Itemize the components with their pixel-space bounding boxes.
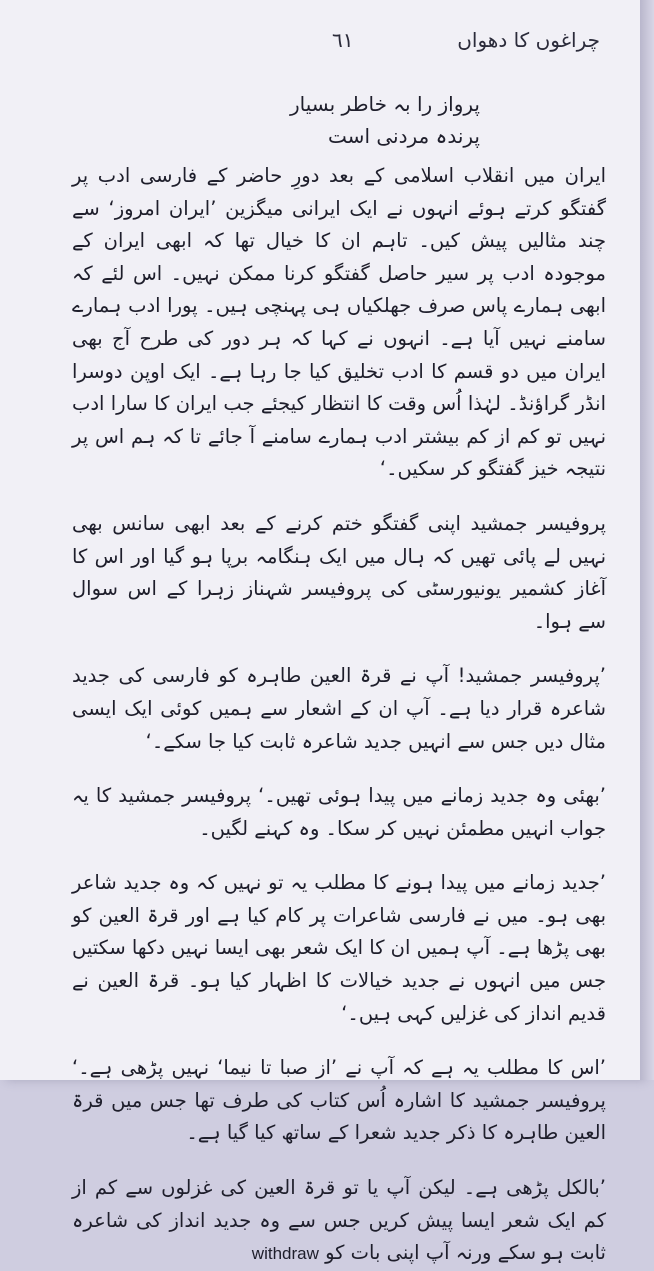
paragraph: ’جدید زمانے میں پیدا ہونے کا مطلب یہ تو نہیں کہ وہ جدید شاعر بھی ہو۔ میں نے فارسی شاعرات پر کام کیا ہے اور قرۃ العین کو بھی پڑھا ہے۔ آپ ہمیں ان کا ایک شعر بھی ایسا نہیں دکھا سکتیں جس میں انہوں نے جدید خیالات کا اظہار کیا ہو۔ قرۃ العین نے قدیم انداز کی غزلیں کہی ہیں۔‘ [72,871,606,1025]
verse-line-2: پرندہ مردنی است [328,124,480,148]
paragraph-last [72,1172,606,1271]
paragraph-text: ’بالکل پڑھی ہے۔ لیکن آپ یا تو قرۃ العین کی غزلوں سے کم از کم ایک شعر ایسا پیش کریں جس سے وہ جدید انداز کی شاعرہ ثابت ہو سکے ورنہ آپ اپنی بات کو [72,1176,606,1265]
paragraph: ایران میں انقلاب اسلامی کے بعد دورِ حاضر کے فارسی ادب پر گفتگو کرتے ہوئے انہوں نے ایک ایرانی میگزین ’ایران امروز‘ سے چند مثالیں پیش کیں۔ تاہم ان کا خیال تھا کہ ابھی ایران کے موجودہ ادب پر سیر حاصل گفتگو کرنا ممکن نہیں۔ اس لئے کہ ابھی ہمارے پاس صرف جھلکیاں ہی پہنچی ہیں۔ پورا ادب ہمارے سامنے نہیں آیا ہے۔ انہوں نے کہا کہ ہر دور کی طرح آج بھی ایران میں دو قسم کا ادب تخلیق کیا جا رہا ہے۔ ایک اوپن دوسرا انڈر گراؤنڈ۔ لہٰذا اُس وقت کا انتظار کیجئے جب ایران کا سارا ادب نہیں تو کم از کم بیشتر ادب ہمارے سامنے آ جائے تا کہ ہم اس پر نتیجہ خیز گفتگو کر سکیں۔‘ [72,164,606,481]
book-title: چراغوں کا دھواں [457,28,600,52]
page-edge [640,0,654,1080]
paragraph: پروفیسر جمشید اپنی گفتگو ختم کرنے کے بعد ابھی سانس بھی نہیں لے پائی تھیں کہ ہال میں ایک ہنگامہ برپا ہو گیا اور اس کا آغاز کشمیر یونیورسٹی کی پروفیسر شہناز زہرا کے اس سوال سے ہوا۔ [72,511,606,633]
paragraph: ’بھئی وہ جدید زمانے میں پیدا ہوئی تھیں۔‘ پروفیسر جمشید کا یہ جواب انہیں مطمئن نہیں کر سکا۔ وہ کہنے لگیں۔ [72,784,606,840]
page-header [40,28,600,68]
paragraph: ’اس کا مطلب یہ ہے کہ آپ نے ’از صبا تا نیما‘ نہیں پڑھی ہے۔‘ پروفیسر جمشید کا اشارہ اُس کتاب کی طرف تھا جس میں قرۃ العین طاہرہ کا ذکر جدید شعرا کے ساتھ کیا گیا ہے۔ [72,1056,606,1145]
page-number: ٦١ [332,28,354,52]
latin-word: withdraw [251,1244,319,1264]
paragraph: ’پروفیسر جمشید! آپ نے قرۃ العین طاہرہ کو فارسی کی جدید شاعرہ قرار دیا ہے۔ آپ ان کے اشعار سے ہمیں کوئی ایک ایسی مثال دیں جس سے انہیں جدید شاعرہ ثابت کیا جا سکے۔‘ [72,664,606,753]
verse-line-1: پرواز را بہ خاطر بسیار [289,92,480,116]
body-text [72,160,606,1271]
